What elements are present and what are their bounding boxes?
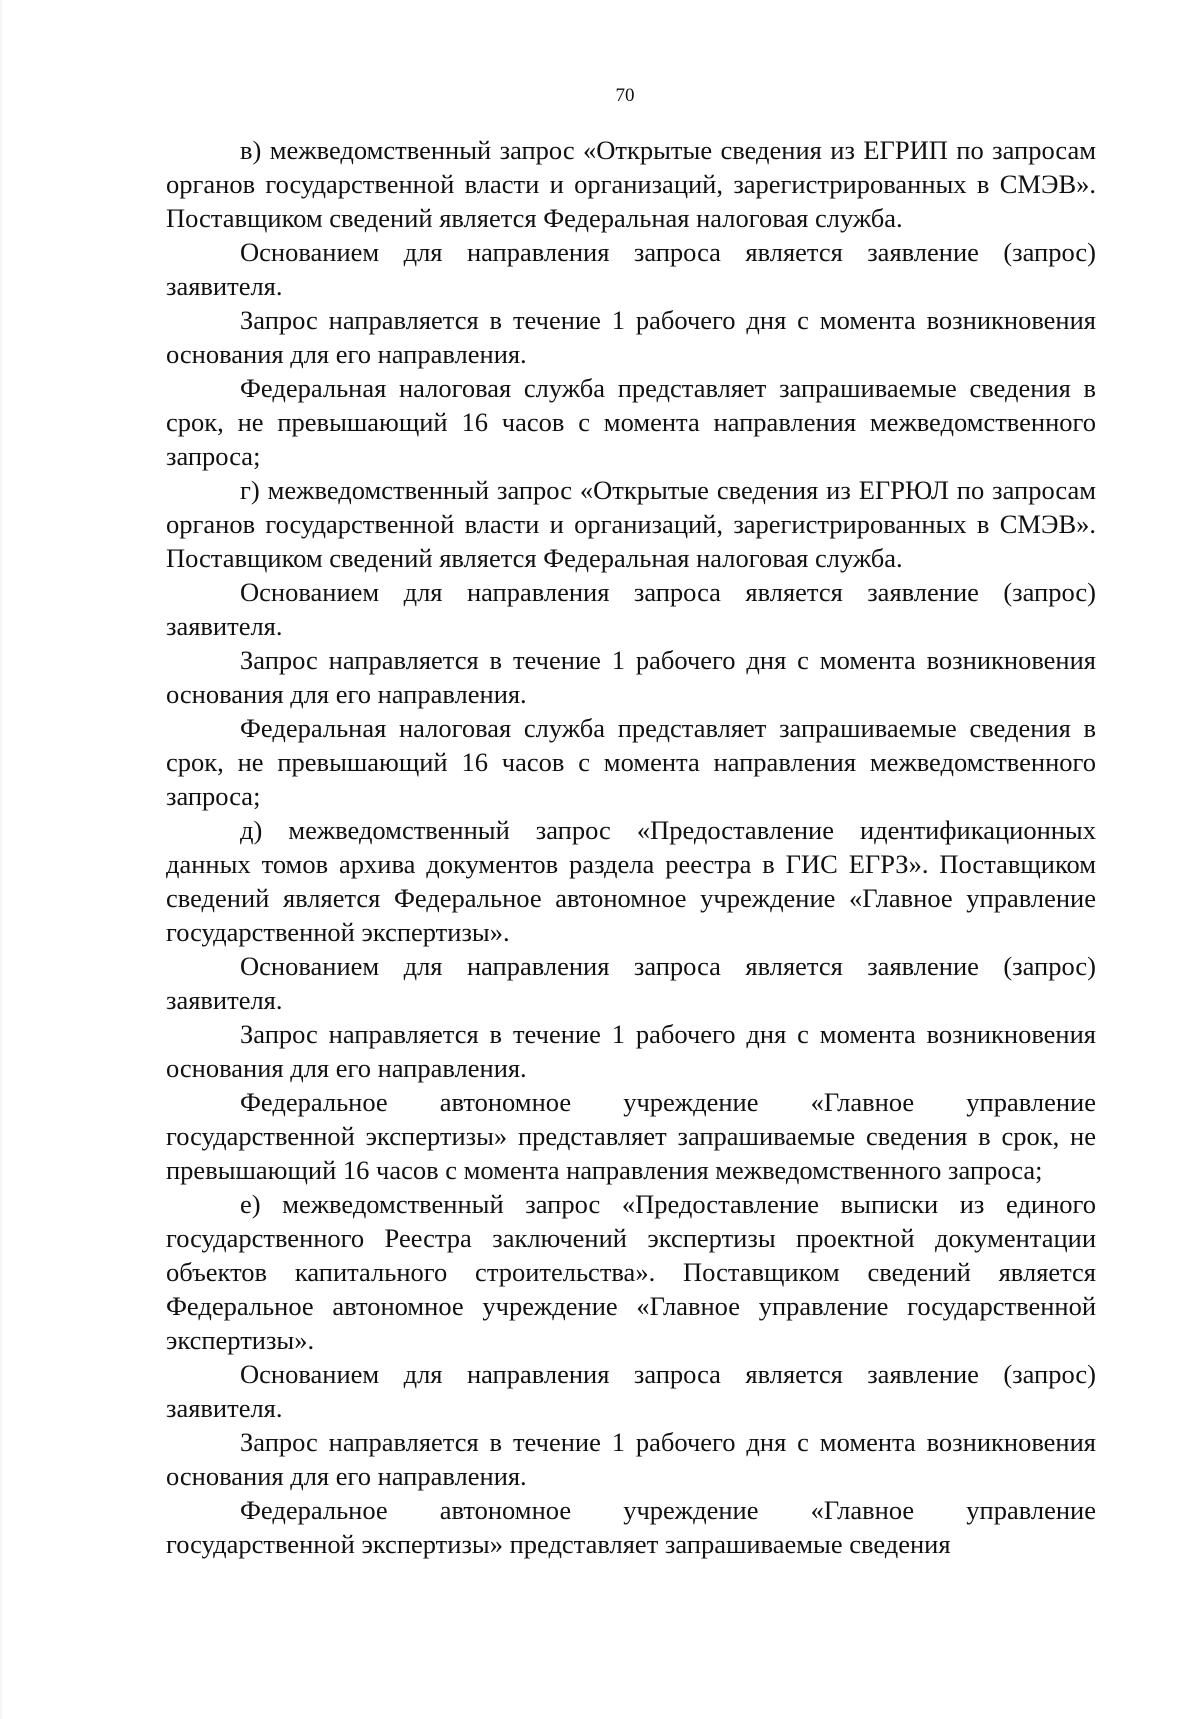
- scan-edge-shadow: [0, 0, 3, 1719]
- paragraph-basis: Основанием для направления запроса является заявление (запрос) заявителя.: [166, 951, 1096, 1015]
- paragraph-v-request-egrip: в) межведомственный запрос «Открытые сведения из ЕГРИП по запросам органов государственной власти и организаций, зарегистрированных в СМЭВ». Поставщиком сведений является Федеральная налоговая служба.: [166, 135, 1096, 233]
- page-number: 70: [615, 85, 635, 106]
- paragraph-basis: Основанием для направления запроса является заявление (запрос) заявителя.: [166, 1359, 1096, 1423]
- paragraph-timing: Запрос направляется в течение 1 рабочего дня с момента возникновения основания для его направления.: [166, 1019, 1096, 1083]
- paragraph-response: Федеральное автономное учреждение «Главное управление государственной экспертизы» представляет запрашиваемые сведения в срок, не превышающий 16 часов с момента направления межведомственного запроса;: [166, 1087, 1096, 1185]
- paragraph-response-continued: Федеральное автономное учреждение «Главное управление государственной экспертизы» представляет запрашиваемые сведения: [166, 1495, 1096, 1559]
- paragraph-e-request-registry: е) межведомственный запрос «Предоставление выписки из единого государственного Реестра заключений экспертизы проектной документации объектов капитального строительства». Поставщиком сведений является Федеральное автономное учреждение «Главное управление государственной экспертизы».: [166, 1189, 1096, 1355]
- paragraph-basis: Основанием для направления запроса является заявление (запрос) заявителя.: [166, 577, 1096, 641]
- paragraph-response: Федеральная налоговая служба представляет запрашиваемые сведения в срок, не превышающий 16 часов с момента направления межведомственного запроса;: [166, 713, 1096, 811]
- paragraph-g-request-egrul: г) межведомственный запрос «Открытые сведения из ЕГРЮЛ по запросам органов государственной власти и организаций, зарегистрированных в СМЭВ». Поставщиком сведений является Федеральная налоговая служба.: [166, 475, 1096, 573]
- document-body: [166, 133, 1096, 1561]
- paragraph-response: Федеральная налоговая служба представляет запрашиваемые сведения в срок, не превышающий 16 часов с момента направления межведомственного запроса;: [166, 373, 1096, 471]
- paragraph-timing: Запрос направляется в течение 1 рабочего дня с момента возникновения основания для его направления.: [166, 1427, 1096, 1491]
- paragraph-d-request-egrz: д) межведомственный запрос «Предоставление идентификационных данных томов архива документов раздела реестра в ГИС ЕГРЗ». Поставщиком сведений является Федеральное автономное учреждение «Главное управление государственной экспертизы».: [166, 815, 1096, 947]
- paragraph-timing: Запрос направляется в течение 1 рабочего дня с момента возникновения основания для его направления.: [166, 305, 1096, 369]
- paragraph-basis: Основанием для направления запроса является заявление (запрос) заявителя.: [166, 237, 1096, 301]
- paragraph-timing: Запрос направляется в течение 1 рабочего дня с момента возникновения основания для его направления.: [166, 645, 1096, 709]
